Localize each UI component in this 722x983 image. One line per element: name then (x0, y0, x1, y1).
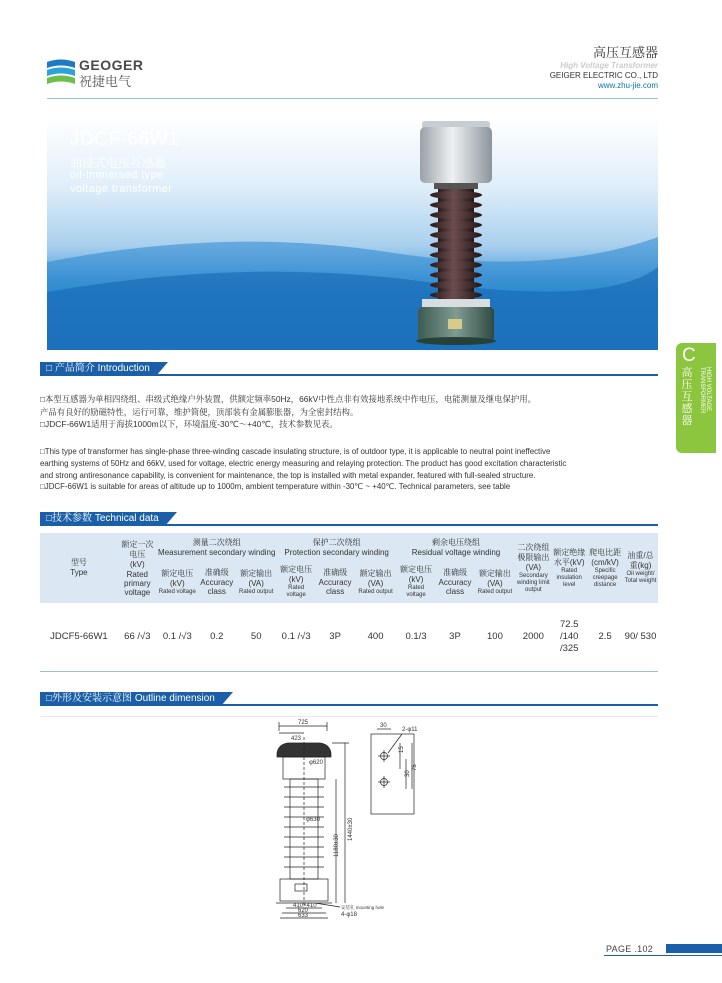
sub-output-cn: 额定输出(VA) (359, 568, 392, 588)
col-type-cn: 型号 (70, 558, 87, 567)
sub-residual-voltage (397, 561, 436, 603)
product-model: JDCF-66W1 (70, 129, 180, 150)
dim-top-width: 725 (298, 720, 309, 726)
col-insulation-cn: 额定绝缘水平(kV) (553, 547, 586, 567)
col-limit-en: Secondary winding limit output (517, 572, 550, 593)
intro-cn-line: □JDCF-66W1适用于海拔1000m以下，环境温度-30℃～+40℃，技术参数见表。 (40, 419, 338, 429)
intro-heading: □ 产品简介 Introduction (40, 362, 156, 376)
col-weight (623, 533, 658, 603)
sub-protect-accuracy (316, 561, 355, 603)
col-insulation (551, 533, 587, 603)
sub-output-en: Rated output (358, 588, 393, 595)
sub-accuracy-cn: 准确级 (323, 568, 348, 577)
dim-detail-v3: 75 (412, 764, 418, 771)
group-residual-en: Residual voltage winding (411, 547, 501, 557)
dim-base-height: 1180±30 (334, 834, 340, 857)
cell-m-accuracy: 0.2 (198, 603, 236, 671)
col-primary-unit: (kV) (130, 559, 145, 569)
dim-body-dia: φ630 (306, 817, 320, 823)
cell-r-voltage: 0.1/3 (397, 603, 436, 671)
group-residual-cn: 剩余电压绕组 (432, 537, 480, 547)
col-primary-voltage (118, 533, 157, 603)
dim-base-w2: 633 (298, 913, 309, 919)
technical-table (40, 533, 658, 672)
cell-type: JDCF5-66W1 (40, 603, 118, 671)
transformer-photo (392, 119, 507, 347)
col-limit-cn: 二次绕组极限输出(VA) (517, 542, 550, 572)
intro-en-line: □JDCF-66W1 is suitable for areas of altitude up to 1000m, ambient temperature within -30℃ ~ +40℃. Technical parameters, see table (40, 482, 511, 492)
dim-base-inner: 410×410 (293, 903, 317, 909)
company-name: GEIGER ELECTRIC CO., LTD (549, 71, 658, 80)
sub-residual-accuracy (436, 561, 475, 603)
cell-creepage: 2.5 (587, 603, 623, 671)
col-creepage-cn: 爬电比距(cm/kV) (589, 547, 622, 567)
col-insulation-en: Rated insulation level (556, 567, 582, 588)
sub-output-en: Rated output (477, 588, 513, 595)
sub-voltage-cn: 额定电压(kV) (161, 568, 194, 588)
side-tab-label-cn: 高压互感器 (681, 367, 693, 427)
side-tab-label-en: HIGH VOLTAGE TRANSFORMER (699, 367, 711, 414)
sub-residual-output (474, 561, 515, 603)
website-link[interactable]: www.zhu-jie.com (597, 81, 658, 90)
dim-hole-spec: 4-φ18 (341, 912, 357, 918)
group-measurement (157, 533, 277, 561)
dim-total-height: 1440±30 (348, 817, 354, 841)
intro-cn-line: 产品有良好的励磁特性，运行可靠，维护简便，顶部装有金属膨胀器，为全密封结构。 (40, 406, 359, 417)
dim-detail-v1: 15 (399, 746, 405, 753)
cell-p-voltage: 0.1 /√3 (277, 603, 316, 671)
col-weight-en: Oil weight/ Total weight (624, 571, 657, 584)
dim-detail-width: 30 (380, 723, 387, 729)
sub-voltage-en: Rated voltage (158, 588, 196, 595)
sub-protect-voltage (277, 561, 316, 603)
table-row (40, 603, 658, 671)
cell-m-voltage: 0.1 /√3 (157, 603, 198, 671)
sub-measure-output (236, 561, 277, 603)
group-protection-en: Protection secondary winding (284, 547, 389, 557)
product-name-cn: 油浸式电压互感器 (70, 156, 167, 170)
dim-head-dia: φ620 (309, 760, 323, 766)
cell-limit: 2000 (515, 603, 551, 671)
side-tab-letter: C (682, 345, 696, 366)
footer-bar (666, 944, 722, 953)
sub-measure-accuracy (198, 561, 236, 603)
intro-paragraph-en (40, 446, 660, 493)
group-measurement-en: Measurement secondary winding (158, 547, 276, 557)
dimension-drawing (40, 717, 658, 930)
cell-r-output: 100 (474, 603, 515, 671)
outline-section-header (40, 692, 658, 706)
sub-accuracy-cn: 准确级 (204, 568, 229, 577)
cell-p-accuracy: 3P (316, 603, 355, 671)
logo-text-cn: 祝捷电气 (79, 74, 132, 89)
page-number: PAGE .102 (606, 944, 654, 954)
intro-paragraph-cn (40, 393, 660, 431)
category-subtitle: High Voltage Transformer (560, 61, 658, 70)
banner-wave-graphic (47, 117, 658, 350)
cell-r-accuracy: 3P (436, 603, 475, 671)
sub-voltage-cn: 额定电压(kV) (280, 565, 313, 584)
col-type (40, 533, 118, 603)
group-measurement-cn: 测量二次绕组 (192, 537, 241, 547)
sub-measure-voltage (157, 561, 198, 603)
sub-accuracy-en: Accuracy class (438, 578, 472, 596)
sub-accuracy-cn: 准确级 (442, 568, 467, 577)
dim-detail-hole: 2-φ11 (402, 727, 418, 733)
outline-heading: □外形及安装示意图 Outline dimension (40, 692, 221, 706)
col-type-en: Type (70, 568, 88, 577)
col-primary-en: Rated primary voltage (124, 569, 151, 597)
group-protection (277, 533, 397, 561)
dim-base-w1: 620 (298, 908, 309, 914)
cell-primary: 66 /√3 (118, 603, 157, 671)
sub-voltage-en: Rated voltage (286, 585, 306, 598)
header-divider (47, 98, 658, 99)
sub-accuracy-en: Accuracy class (318, 578, 352, 596)
logo-text-en: GEOGER (79, 57, 144, 73)
intro-en-line: and strong antiresonance capability, is convenient for maintenance, the top is installed with metal expander, featured with full-sealed structure. (40, 470, 536, 480)
sub-voltage-cn: 额定电压(kV) (400, 565, 433, 584)
dim-detail-v2: 30 (405, 770, 411, 777)
col-creepage-en: Specific creepage distance (592, 567, 618, 588)
header-info (550, 45, 658, 91)
dim-offset: 423 (291, 736, 302, 742)
group-protection-cn: 保护二次绕组 (312, 537, 361, 547)
group-residual (397, 533, 516, 561)
sub-voltage-en: Rated voltage (406, 585, 426, 598)
intro-en-line: earthing systems of 50Hz and 66kV, used for voltage, electric energy measuring and relaying protection. The product has good excitation characteristic (40, 458, 567, 468)
sub-protect-output (355, 561, 397, 603)
technical-heading: □技术参数 Technical data (40, 512, 165, 526)
sub-output-en: Rated output (239, 588, 274, 595)
footer-rule (604, 955, 722, 956)
col-primary-cn: 额定一次电压 (121, 539, 154, 559)
outline-drawing (40, 716, 658, 929)
product-name-en-1: oil-immersed type (70, 169, 164, 181)
col-weight-cn: 油重/总重(kg) (627, 551, 654, 570)
company-logo (47, 57, 159, 87)
category-side-tab[interactable] (676, 343, 716, 453)
category-title: 高压互感器 (592, 45, 658, 60)
cell-weight: 90/ 530 (623, 603, 658, 671)
sub-accuracy-en: Accuracy class (200, 578, 234, 596)
cell-insulation: 72.5 /140 /325 (551, 603, 587, 671)
cell-m-output: 50 (236, 603, 277, 671)
logo-mark-icon (47, 59, 75, 85)
col-limit-output (515, 533, 551, 603)
intro-en-line: □This type of transformer has single-phase three-winding cascade insulating structure, is of outdoor type, it is applicable to neutral point ineffective (40, 447, 551, 456)
sub-output-cn: 额定输出(VA) (240, 568, 273, 588)
product-name-en-2: voltage transformer (70, 183, 173, 195)
intro-section-header (40, 362, 658, 376)
technical-section-header (40, 512, 658, 526)
sub-output-cn: 额定输出(VA) (478, 568, 511, 588)
product-banner (47, 117, 658, 350)
cell-p-output: 400 (355, 603, 397, 671)
dim-hole-note: 安装孔 mounting hole (341, 905, 385, 910)
col-creepage (587, 533, 623, 603)
intro-cn-line: □本型互感器为单相四绕组、串级式绝缘户外装置，供额定频率50Hz，66kV中性点非有效接地系统中作电压，电能测量及继电保护用。 (40, 394, 536, 404)
